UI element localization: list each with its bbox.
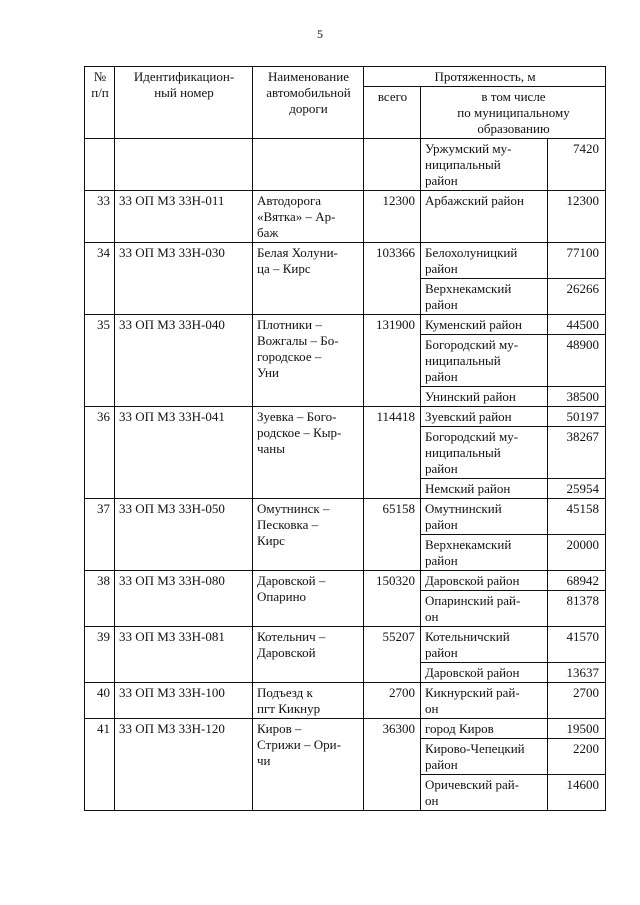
cell-municipal-length: 38267 bbox=[548, 427, 606, 479]
cell-total: 150320 bbox=[364, 571, 421, 627]
cell-total: 103366 bbox=[364, 243, 421, 315]
cell-name: Подъезд к пгт Кикнур bbox=[253, 683, 364, 719]
cell-municipality: Котельничский район bbox=[421, 627, 548, 663]
cell-total: 2700 bbox=[364, 683, 421, 719]
cell-id: 33 ОП МЗ 33Н-080 bbox=[115, 571, 253, 627]
cell-municipality: Унинский район bbox=[421, 387, 548, 407]
cell-municipal-length: 25954 bbox=[548, 479, 606, 499]
cell-name: Автодорога «Вятка» – Ар- баж bbox=[253, 191, 364, 243]
cell-municipal-length: 26266 bbox=[548, 279, 606, 315]
cell-municipal-length: 19500 bbox=[548, 719, 606, 739]
cell-municipality: Кирово-Чепецкий район bbox=[421, 739, 548, 775]
cell-id: 33 ОП МЗ 33Н-081 bbox=[115, 627, 253, 683]
cell-id: 33 ОП МЗ 33Н-011 bbox=[115, 191, 253, 243]
table-row bbox=[85, 683, 606, 719]
header-total: всего bbox=[364, 87, 421, 139]
cell-municipality: Верхнекамский район bbox=[421, 279, 548, 315]
cell-id: 33 ОП МЗ 33Н-041 bbox=[115, 407, 253, 499]
cell-municipal-length: 13637 bbox=[548, 663, 606, 683]
cell-no: 40 bbox=[85, 683, 115, 719]
cell-no: 41 bbox=[85, 719, 115, 811]
cell-municipal-length: 2700 bbox=[548, 683, 606, 719]
table-row bbox=[85, 407, 606, 427]
cell-name: Котельнич – Даровской bbox=[253, 627, 364, 683]
cell-municipality: Оричевский рай- он bbox=[421, 775, 548, 811]
cell-municipality: Богородский му- ниципальный район bbox=[421, 427, 548, 479]
cell-municipal-length: 50197 bbox=[548, 407, 606, 427]
cell-municipal-length: 2200 bbox=[548, 739, 606, 775]
cell-total: 131900 bbox=[364, 315, 421, 407]
cell-municipal-length: 81378 bbox=[548, 591, 606, 627]
continuation-row bbox=[85, 139, 606, 191]
cell-municipality: Кикнурский рай- он bbox=[421, 683, 548, 719]
header-no: № п/п bbox=[85, 67, 115, 139]
cell-total: 65158 bbox=[364, 499, 421, 571]
cell-name: Даровской – Опарино bbox=[253, 571, 364, 627]
cell-name: Киров – Стрижи – Ори- чи bbox=[253, 719, 364, 811]
cell-municipal-length: 44500 bbox=[548, 315, 606, 335]
cell-municipality: Опаринский рай- он bbox=[421, 591, 548, 627]
cell-municipality: Верхнекамский район bbox=[421, 535, 548, 571]
table-header-row bbox=[85, 67, 606, 87]
cell-municipality: Арбажский район bbox=[421, 191, 548, 243]
cell-municipality: Зуевский район bbox=[421, 407, 548, 427]
cell-name: Зуевка – Бого- родское – Кыр- чаны bbox=[253, 407, 364, 499]
cell-municipal-length: 38500 bbox=[548, 387, 606, 407]
cell-municipal-length: 20000 bbox=[548, 535, 606, 571]
cell-municipality: Даровской район bbox=[421, 663, 548, 683]
cell-total: 114418 bbox=[364, 407, 421, 499]
cell-no: 36 bbox=[85, 407, 115, 499]
header-id: Идентификацион- ный номер bbox=[115, 67, 253, 139]
table-row bbox=[85, 191, 606, 243]
cell-no: 33 bbox=[85, 191, 115, 243]
cell-total: 55207 bbox=[364, 627, 421, 683]
page-number: 5 bbox=[317, 27, 323, 41]
cell-municipal-length: 41570 bbox=[548, 627, 606, 663]
cell-municipal-length: 12300 bbox=[548, 191, 606, 243]
cell-total: 12300 bbox=[364, 191, 421, 243]
cell-municipality: Богородский му- ниципальный район bbox=[421, 335, 548, 387]
cell-municipality: Даровской район bbox=[421, 571, 548, 591]
table-body bbox=[85, 139, 606, 811]
cell-id: 33 ОП МЗ 33Н-040 bbox=[115, 315, 253, 407]
cell-municipality: город Киров bbox=[421, 719, 548, 739]
cell-municipality: Белохолуницкий район bbox=[421, 243, 548, 279]
cell-name bbox=[253, 139, 364, 191]
cell-no: 35 bbox=[85, 315, 115, 407]
header-name: Наименование автомобильной дороги bbox=[253, 67, 364, 139]
cell-no: 37 bbox=[85, 499, 115, 571]
cell-municipal-length: 48900 bbox=[548, 335, 606, 387]
cell-no: 39 bbox=[85, 627, 115, 683]
cell-municipality: Куменский район bbox=[421, 315, 548, 335]
cell-no: 38 bbox=[85, 571, 115, 627]
cell-name: Омутнинск – Песковка – Кирс bbox=[253, 499, 364, 571]
cell-municipality: Немский район bbox=[421, 479, 548, 499]
cell-municipal-length: 14600 bbox=[548, 775, 606, 811]
cell-id bbox=[115, 139, 253, 191]
table-row bbox=[85, 627, 606, 663]
table-row bbox=[85, 243, 606, 279]
cell-total bbox=[364, 139, 421, 191]
cell-municipal-length: 45158 bbox=[548, 499, 606, 535]
table-row bbox=[85, 499, 606, 535]
table-row bbox=[85, 315, 606, 335]
cell-total: 36300 bbox=[364, 719, 421, 811]
cell-municipality: Уржумский му- ниципальный район bbox=[421, 139, 548, 191]
cell-name: Плотники – Вожгалы – Бо- городское – Уни bbox=[253, 315, 364, 407]
cell-municipal-length: 7420 bbox=[548, 139, 606, 191]
cell-no: 34 bbox=[85, 243, 115, 315]
cell-id: 33 ОП МЗ 33Н-120 bbox=[115, 719, 253, 811]
table-row bbox=[85, 571, 606, 591]
cell-municipal-length: 68942 bbox=[548, 571, 606, 591]
cell-id: 33 ОП МЗ 33Н-030 bbox=[115, 243, 253, 315]
table-row bbox=[85, 719, 606, 739]
cell-name: Белая Холуни- ца – Кирс bbox=[253, 243, 364, 315]
cell-municipality: Омутнинский район bbox=[421, 499, 548, 535]
cell-municipal-length: 77100 bbox=[548, 243, 606, 279]
header-length: Протяженность, м bbox=[364, 67, 606, 87]
cell-no bbox=[85, 139, 115, 191]
cell-id: 33 ОП МЗ 33Н-100 bbox=[115, 683, 253, 719]
roads-table bbox=[84, 66, 606, 811]
cell-id: 33 ОП МЗ 33Н-050 bbox=[115, 499, 253, 571]
header-by-municipality: в том числе по муниципальному образованию bbox=[421, 87, 606, 139]
